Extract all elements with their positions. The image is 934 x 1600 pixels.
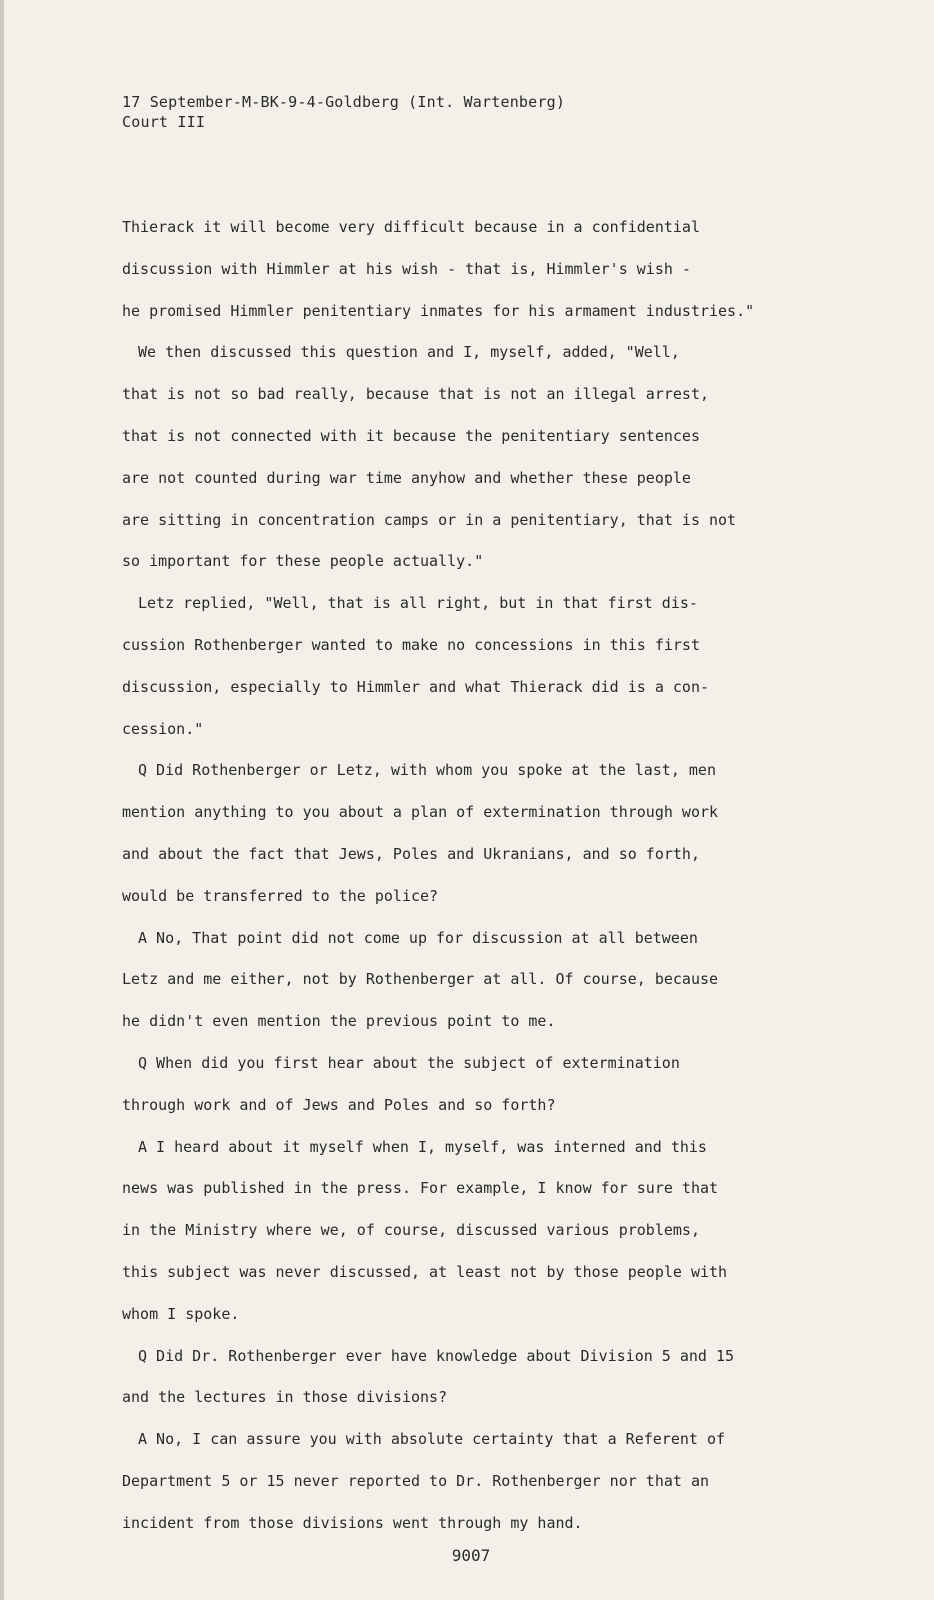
text-line: Letz replied, "Well, that is all right, but in that first dis-: [138, 594, 698, 613]
document-header: [122, 92, 565, 132]
text-line: mention anything to you about a plan of extermination through work: [122, 803, 719, 822]
text-line: that is not so bad really, because that is not an illegal arrest,: [122, 385, 709, 404]
header-line-1: 17 September-M-BK-9-4-Goldberg (Int. Wartenberg): [122, 93, 566, 111]
text-line: Q Did Dr. Rothenberger ever have knowledge about Division 5 and 15: [138, 1346, 735, 1365]
text-line: A No, I can assure you with absolute certainty that a Referent of: [138, 1430, 725, 1449]
text-line: this subject was never discussed, at least not by those people with: [122, 1262, 728, 1281]
text-line: incident from those divisions went through my hand.: [122, 1513, 583, 1532]
text-line: whom I spoke.: [122, 1304, 240, 1323]
text-line: news was published in the press. For example, I know for sure that: [122, 1179, 719, 1198]
text-line: that is not connected with it because the penitentiary sentences: [122, 426, 700, 445]
text-line: discussion, especially to Himmler and what Thierack did is a con-: [122, 677, 709, 696]
header-line-2: Court III: [122, 113, 206, 131]
text-line: would be transferred to the police?: [122, 886, 439, 905]
text-line: are sitting in concentration camps or in a penitentiary, that is not: [122, 510, 737, 529]
text-line: We then discussed this question and I, myself, added, "Well,: [138, 343, 680, 362]
text-line: A I heard about it myself when I, myself, was interned and this: [138, 1137, 707, 1156]
text-line: discussion with Himmler at his wish - that is, Himmler's wish -: [122, 259, 691, 278]
text-line: cession.": [122, 719, 204, 738]
text-line: cussion Rothenberger wanted to make no concessions in this first: [122, 635, 700, 654]
text-line: and the lectures in those divisions?: [122, 1388, 448, 1407]
text-line: through work and of Jews and Poles and so forth?: [122, 1095, 556, 1114]
text-line: in the Ministry where we, of course, discussed various problems,: [122, 1221, 700, 1240]
text-line: so important for these people actually.": [122, 552, 484, 571]
text-line: Q When did you first hear about the subject of extermination: [138, 1053, 680, 1072]
text-line: he didn't even mention the previous point to me.: [122, 1012, 556, 1031]
text-line: are not counted during war time anyhow and whether these people: [122, 468, 691, 487]
text-line: and about the fact that Jews, Poles and Ukranians, and so forth,: [122, 844, 700, 863]
text-line: A No, That point did not come up for discussion at all between: [138, 928, 698, 947]
page-number: 9007: [451, 1546, 491, 1565]
text-line: he promised Himmler penitentiary inmates for his armament industries.": [122, 301, 755, 320]
text-line: Thierack it will become very difficult because in a confidential: [122, 218, 700, 236]
transcript-body: [122, 217, 822, 1555]
text-line: Department 5 or 15 never reported to Dr. Rothenberger nor that an: [122, 1471, 709, 1490]
text-line: Letz and me either, not by Rothenberger at all. Of course, because: [122, 970, 719, 989]
text-line: Q Did Rothenberger or Letz, with whom you spoke at the last, men: [138, 761, 716, 780]
